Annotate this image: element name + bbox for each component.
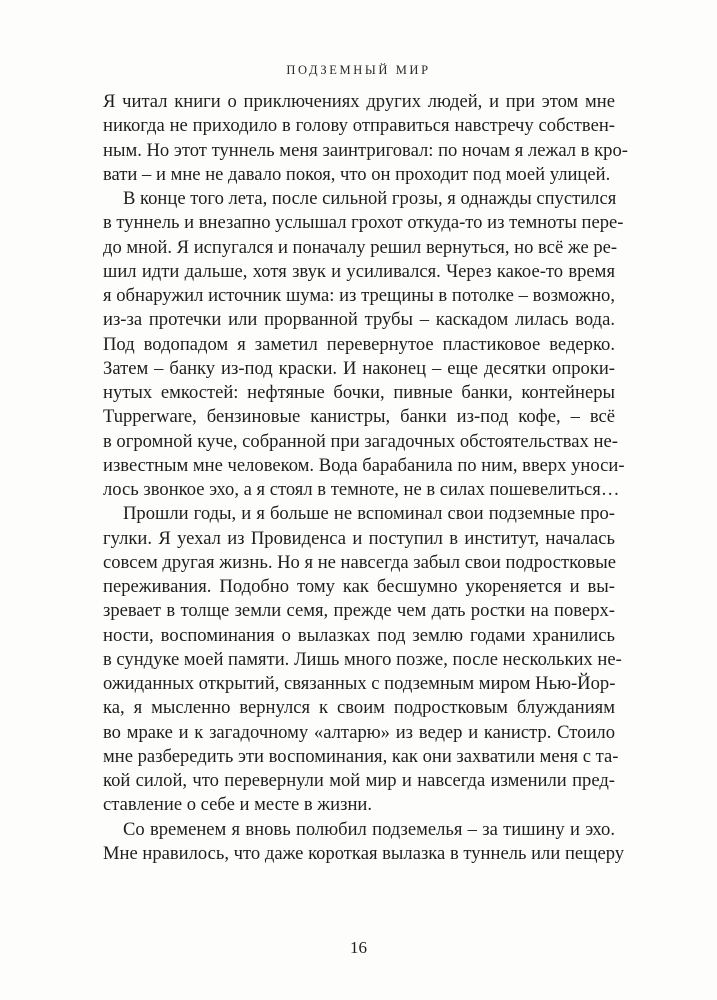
text-line: вати – и мне не давало покоя, что он проходит под моей улицей. — [103, 163, 611, 185]
text-line: гулки. Я уехал из Провиденса и поступил в институт, началась — [103, 527, 615, 549]
text-line: В конце того лета, после сильной грозы, я однажды спустился — [123, 188, 617, 209]
text-line: в сундуке моей памяти. Лишь много позже, после нескольких не- — [103, 648, 622, 670]
text-line: до мной. Я испугался и поначалу решил вернуться, но всё же ре- — [103, 236, 618, 258]
paragraph — [103, 90, 628, 187]
text-line: во мраке и к загадочному «алтарю» из ведер и канистр. Стоило — [103, 721, 615, 743]
text-line: ности, воспоминания о вылазках под землю годами хранились — [103, 624, 615, 646]
running-header: ПОДЗЕМНЫЙ МИР — [286, 63, 431, 77]
paragraph — [103, 187, 625, 502]
text-line: в туннель и внезапно услышал грохот откуда-то из темноты пере- — [103, 212, 624, 234]
paragraph — [103, 818, 625, 867]
text-line: ожиданных открытий, связанных с подземным миром Нью-Йор- — [103, 673, 616, 694]
text-line: переживания. Подобно тому как бесшумно укореняется и вы- — [103, 576, 615, 597]
text-line: Мне нравилось, что даже короткая вылазка в туннель или пещеру — [103, 842, 625, 864]
text-line: я обнаружил источник шума: из трещины в потолке – возможно, — [103, 285, 615, 306]
text-line: Со временем я вновь полюбил подземелья – за тишину и эхо. — [123, 818, 615, 840]
text-line: лось звонкое эхо, а я стоял в темноте, не в силах пошевелиться… — [103, 479, 620, 500]
text-line: Tupperware, бензиновые канистры, банки из-под кофе, – всё — [103, 406, 615, 428]
text-line: никогда не приходило в голову отправиться навстречу собствен- — [103, 115, 615, 137]
body-text — [103, 90, 628, 866]
text-line: из-за протечки или прорванной трубы – каскадом лилась вода. — [103, 309, 615, 331]
text-line: шил идти дальше, хотя звук и усиливался. Через какое-то время — [103, 260, 615, 282]
text-line: ставление о себе и месте в жизни. — [103, 794, 373, 816]
text-line: совсем другая жизнь. Но я не навсегда забыл свои подростковые — [103, 551, 617, 573]
text-line: ка, я мысленно вернулся к своим подростковым блужданиям — [103, 697, 615, 719]
text-line: Прошли годы, и я больше не вспоминал свои подземные про- — [123, 503, 615, 525]
text-line: кой силой, что перевернули мой мир и навсегда изменили пред- — [103, 770, 615, 791]
text-line: зревает в толще земли семя, прежде чем дать ростки на поверх- — [103, 600, 615, 622]
text-line: известным мне человеком. Вода барабанила по ним, вверх уноси- — [103, 454, 625, 476]
paragraph — [103, 502, 622, 817]
page-number: 16 — [350, 938, 367, 957]
text-line: мне разбередить эти воспоминания, как они захватили меня с та- — [103, 745, 619, 767]
text-line: в огромной куче, собранной при загадочных обстоятельствах не- — [103, 430, 618, 452]
text-line: ным. Но этот туннель меня заинтриговал: по ночам я лежал в кро- — [103, 139, 628, 161]
text-line: нутых емкостей: нефтяные бочки, пивные банки, контейнеры — [103, 382, 615, 403]
text-line: Под водопадом я заметил перевернутое пластиковое ведерко. — [103, 333, 615, 355]
text-line: Я читал книги о приключениях других людей, и при этом мне — [103, 91, 615, 112]
text-line: Затем – банку из-под краски. И наконец – еще десятки опроки- — [103, 357, 615, 379]
